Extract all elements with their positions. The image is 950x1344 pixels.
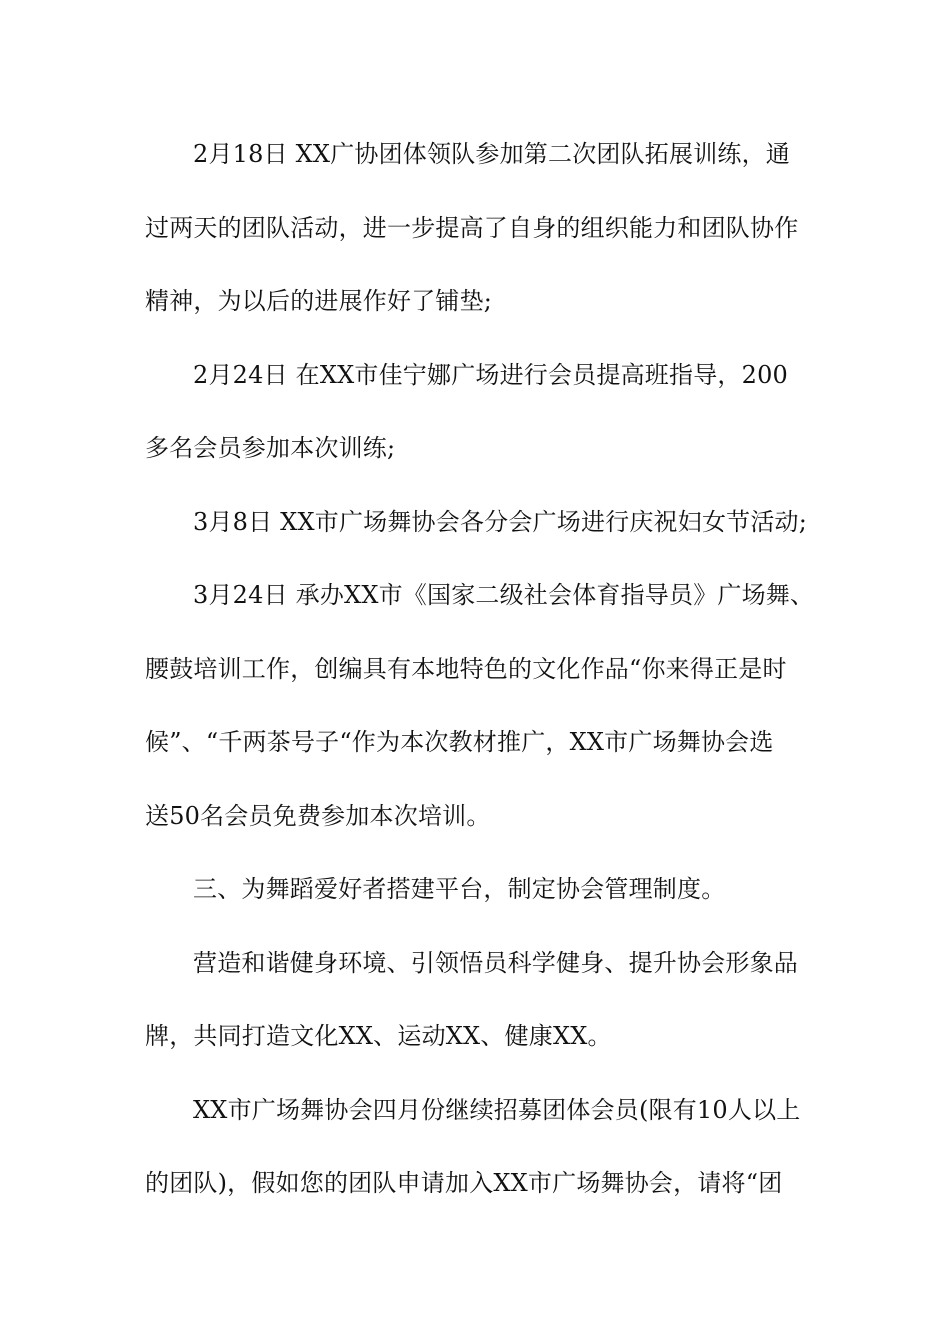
paragraph-line: 营造和谐健身环境、引领悟员科学健身、提升协会形象品 xyxy=(193,948,798,977)
paragraph-line: 的团队)，假如您的团队申请加入XX市广场舞协会，请将“团 xyxy=(145,1169,783,1197)
paragraph-line: 候”、“千两茶号子“作为本次教材推广，XX市广场舞协会选 xyxy=(145,728,774,756)
paragraph-line: 送50名会员免费参加本次培训。 xyxy=(145,801,491,830)
paragraph-line: 2月24日 在XX市佳宁娜广场进行会员提高班指导，200 xyxy=(193,360,789,389)
paragraph-line: 精神，为以后的进展作好了铺垫; xyxy=(145,287,493,315)
paragraph-line: 2月18日 XX广协团体领队参加第二次团队拓展训练，通 xyxy=(193,140,791,168)
paragraph-line: 过两天的团队活动，进一步提高了自身的组织能力和团队协作 xyxy=(145,213,799,242)
paragraph-line: 3月8日 XX市广场舞协会各分会广场进行庆祝妇女节活动; xyxy=(193,507,808,536)
paragraph-line: XX市广场舞协会四月份继续招募团体会员(限有10人以上 xyxy=(193,1095,801,1124)
document-body xyxy=(145,132,815,1235)
paragraph-line: 多名会员参加本次训练; xyxy=(145,434,396,462)
paragraph-line: 牌，共同打造文化XX、运动XX、健康XX。 xyxy=(145,1022,612,1050)
section-heading: 三、为舞蹈爱好者搭建平台，制定协会管理制度。 xyxy=(193,875,726,903)
paragraph-line: 腰鼓培训工作，创编具有本地特色的文化作品“你来得正是时 xyxy=(145,654,787,683)
paragraph-line: 3月24日 承办XX市《国家二级社会体育指导员》广场舞、 xyxy=(193,581,815,609)
